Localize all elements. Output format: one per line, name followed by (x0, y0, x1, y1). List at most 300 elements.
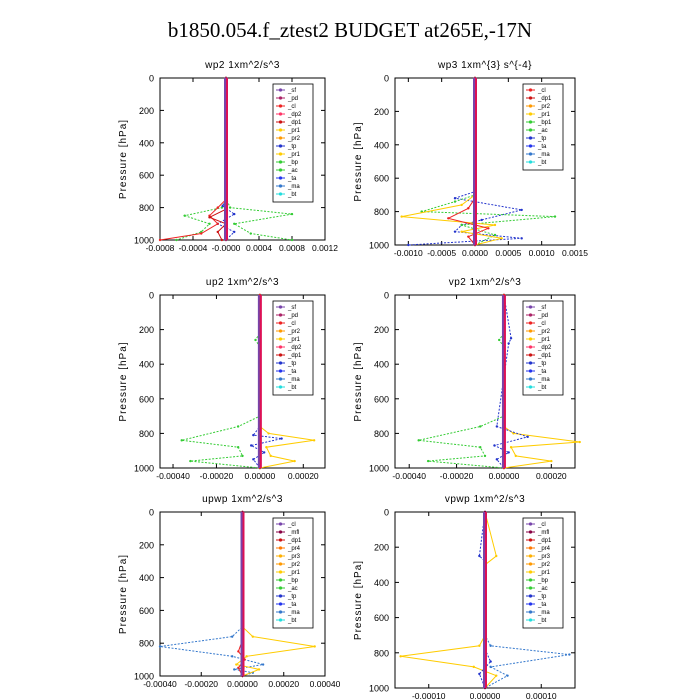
series-point-tp (496, 425, 498, 427)
legend-label: _bt (538, 385, 547, 391)
legend-marker (529, 361, 532, 364)
y-tick-label: 400 (373, 359, 389, 370)
x-tick-label: 0.0000 (462, 248, 488, 258)
x-tick-label: -0.00020 (439, 471, 474, 481)
series-point-pr1 (478, 645, 480, 647)
legend-marker (529, 594, 532, 597)
series-point-bp (427, 460, 429, 462)
series-point-bp (229, 206, 231, 208)
series-point-bp (484, 455, 486, 457)
series-point-pr1 (400, 215, 402, 217)
legend-label: _ma (288, 610, 300, 616)
legend-label: _pd (538, 313, 549, 319)
panel-3 (118, 277, 325, 481)
series-point-cl (487, 227, 489, 229)
legend-label: _ta (538, 602, 547, 608)
legend-label: _bt (288, 618, 297, 624)
y-tick-label: 800 (138, 638, 154, 649)
series-point-ma (233, 668, 235, 670)
x-tick-label: -0.00040 (392, 471, 426, 481)
legend-marker (279, 168, 282, 171)
legend-label: _tp (538, 361, 547, 367)
y-tick-label: 1000 (133, 235, 154, 246)
legend-label: _ma (288, 184, 300, 190)
legend-marker (279, 192, 282, 195)
legend-label: _pr1 (288, 128, 301, 134)
series-point-pr1 (252, 635, 254, 637)
series-point-tp (250, 444, 252, 446)
legend-marker (279, 530, 282, 533)
y-tick-label: 200 (373, 325, 389, 336)
y-axis-label: Pressure [hPa] (353, 341, 364, 422)
series-point-cl (447, 217, 449, 219)
y-tick-label: 800 (138, 428, 154, 439)
legend-label: _ta (538, 144, 547, 150)
series-point-pr1 (235, 663, 237, 665)
legend-label: _ac (538, 586, 548, 592)
legend-marker (279, 313, 282, 316)
x-tick-label: -0.00020 (184, 679, 219, 689)
panel-title: vpwp 1xm^2/s^3 (444, 494, 526, 505)
series-point-tp (496, 458, 498, 460)
series-point-pr1 (399, 655, 401, 657)
legend-marker (529, 353, 532, 356)
series-point-dp1 (221, 239, 223, 241)
legend-label: _sf (288, 88, 297, 94)
series-point-pr1 (494, 224, 496, 226)
series-point-bp (241, 455, 243, 457)
figure-title: b1850.054.f_ztest2 BUDGET at265E,-17N (167, 18, 533, 42)
legend-label: _bt (538, 160, 547, 166)
series-point-bp (498, 339, 500, 341)
legend-marker (529, 377, 532, 380)
series-point-pr1 (515, 455, 517, 457)
series-point-tp (233, 213, 235, 215)
series-point-bp (417, 439, 419, 441)
y-axis-label: Pressure [hPa] (118, 553, 129, 635)
legend-marker (279, 522, 282, 525)
legend-label: _dp1 (538, 96, 552, 102)
x-tick-label: 0.0004 (246, 243, 272, 253)
legend-label: _ma (538, 377, 550, 383)
y-tick-label: 600 (138, 170, 154, 181)
legend-label: _mfl (288, 530, 300, 536)
series-point-tp (520, 209, 522, 211)
legend-marker (529, 329, 532, 332)
legend-label: _ac (538, 128, 548, 134)
legend-marker (529, 345, 532, 348)
legend-label: _tp (288, 594, 297, 600)
legend-label: _ta (288, 602, 297, 608)
legend-marker (279, 610, 282, 613)
series-line-pr1 (401, 512, 497, 688)
panel-5 (118, 494, 341, 689)
series-point-pr1 (460, 230, 462, 232)
series-point-cl (159, 239, 161, 241)
legend-marker (279, 160, 282, 163)
legend-label: _ac (288, 586, 298, 592)
legend-label: _tp (538, 594, 547, 600)
series-point-pr1 (267, 432, 269, 434)
series-point-bp (494, 234, 496, 236)
legend-marker (279, 554, 282, 557)
series-point-bp (291, 239, 293, 241)
panel-2 (353, 60, 588, 258)
legend-marker (279, 385, 282, 388)
series-point-pr1 (579, 441, 581, 443)
legend-marker (529, 112, 532, 115)
x-tick-label: 0.00000 (244, 471, 276, 481)
x-tick-label: 0.00020 (535, 471, 567, 481)
y-tick-label: 800 (373, 207, 389, 218)
series-point-cl (467, 235, 469, 237)
legend-label: _pr1 (538, 112, 551, 118)
legend-marker (529, 104, 532, 107)
legend-marker (529, 128, 532, 131)
panel-title: wp3 1xm^{3} s^{-4} (438, 60, 532, 71)
legend-label: _bp1 (538, 120, 552, 126)
legend-marker (529, 88, 532, 91)
x-tick-label: 0.00000 (469, 691, 501, 700)
series-point-bp (291, 213, 293, 215)
series-point-tp (252, 434, 254, 436)
series-point-bp (454, 200, 456, 202)
y-tick-label: 0 (383, 507, 389, 518)
series-point-pr1 (293, 460, 295, 462)
legend-label: _pr4 (538, 546, 551, 552)
series-point-ma (262, 663, 264, 665)
series-point-tp (520, 237, 522, 239)
x-tick-label: 0.0012 (312, 243, 338, 253)
y-axis-label: Pressure [hPa] (353, 121, 364, 202)
legend-label: _pr2 (288, 136, 301, 142)
legend-label: _dp2 (538, 345, 552, 351)
series-point-tp (407, 244, 409, 246)
x-tick-label: 0.0010 (528, 248, 555, 258)
legend-marker (529, 562, 532, 565)
legend-marker (529, 618, 532, 621)
series-point-bp (479, 446, 481, 448)
series-point-ma (489, 645, 491, 647)
series-point-tp (263, 451, 265, 453)
legend-marker (279, 337, 282, 340)
y-tick-label: 200 (373, 542, 389, 553)
y-tick-label: 400 (138, 138, 154, 149)
legend-label: _cl (288, 321, 296, 327)
x-tick-label: -0.00040 (143, 679, 177, 689)
legend-marker (529, 120, 532, 123)
y-tick-label: 600 (373, 394, 389, 405)
y-tick-label: 600 (138, 394, 154, 405)
y-tick-label: 400 (138, 573, 154, 584)
legend-marker (279, 321, 282, 324)
series-point-bp (181, 439, 183, 441)
series-point-bp (554, 215, 556, 217)
legend-label: _tp (288, 144, 297, 150)
legend-marker (279, 618, 282, 621)
series-point-tp (454, 197, 456, 199)
series-line-tp (408, 78, 521, 245)
panel-title: wp2 1xm^2/s^3 (205, 60, 280, 71)
legend-marker (279, 96, 282, 99)
legend-label: _bp (288, 578, 299, 584)
legend-marker (529, 610, 532, 613)
y-tick-label: 0 (148, 507, 154, 518)
legend-marker (529, 96, 532, 99)
series-point-ma (506, 674, 508, 676)
legend-marker (529, 313, 532, 316)
series-point-ac (175, 239, 177, 241)
legend-marker (279, 128, 282, 131)
y-tick-label: 200 (373, 106, 389, 117)
y-tick-label: 0 (148, 290, 154, 301)
legend-marker (279, 562, 282, 565)
panel-title: up2 1xm^2/s^3 (205, 277, 280, 288)
series-line-bp (419, 295, 504, 468)
legend-label: _ac (288, 168, 298, 174)
series-point-ma (568, 653, 570, 655)
legend-marker (529, 337, 532, 340)
series-point-tp (507, 451, 509, 453)
legend-marker (529, 321, 532, 324)
legend-label: _cl (538, 321, 546, 327)
legend-label: _dp2 (288, 345, 302, 351)
legend-marker (279, 329, 282, 332)
x-tick-label: -0.0008 (145, 243, 175, 253)
legend-marker (279, 546, 282, 549)
y-tick-label: 0 (148, 73, 154, 84)
series-point-pr1 (245, 655, 247, 657)
legend-label: _pr4 (288, 546, 301, 552)
y-axis-label: Pressure [hPa] (353, 559, 364, 641)
legend-label: _bp (538, 578, 549, 584)
panel-1 (118, 60, 338, 253)
legend-label: _dp1 (538, 353, 552, 359)
x-tick-label: 0.00020 (287, 471, 319, 481)
series-point-tp (233, 231, 235, 233)
legend-label: _cl (538, 88, 546, 94)
legend-marker (529, 369, 532, 372)
legend-label: _dp1 (538, 538, 552, 544)
legend-marker (529, 385, 532, 388)
x-tick-label: -0.00040 (156, 471, 190, 481)
legend-marker (279, 144, 282, 147)
series-point-bp (254, 339, 256, 341)
y-tick-label: 600 (138, 605, 154, 616)
series-point-tp (454, 230, 456, 232)
legend-label: _pr2 (538, 562, 551, 568)
legend-label: _dp1 (288, 538, 302, 544)
legend-marker (279, 361, 282, 364)
legend-label: _mfl (538, 530, 550, 536)
y-axis-label: Pressure [hPa] (118, 118, 129, 200)
series-point-bp (460, 224, 462, 226)
y-tick-label: 200 (138, 105, 154, 116)
series-point-dp1 (217, 231, 219, 233)
legend-marker (279, 570, 282, 573)
x-tick-label: 0.0005 (495, 248, 522, 258)
legend-label: _bt (288, 192, 297, 198)
legend-marker (529, 570, 532, 573)
legend-marker (279, 538, 282, 541)
legend-label: _bt (288, 385, 297, 391)
series-point-cl (200, 232, 202, 234)
legend-marker (279, 305, 282, 308)
y-tick-label: 1000 (133, 463, 154, 474)
legend-marker (279, 602, 282, 605)
series-point-dp1 (208, 216, 210, 218)
y-tick-label: 800 (138, 203, 154, 214)
x-tick-label: 0.00010 (525, 691, 557, 700)
series-point-bp (250, 232, 252, 234)
series-point-cl (217, 206, 219, 208)
series-point-bp (237, 446, 239, 448)
series-point-cl (237, 650, 239, 652)
legend-marker (279, 176, 282, 179)
x-tick-label: -0.00020 (199, 471, 234, 481)
series-point-pr1 (270, 455, 272, 457)
series-point-tp (478, 555, 480, 557)
y-tick-label: 400 (373, 577, 389, 588)
series-point-pr1 (258, 668, 260, 670)
legend-label: _ma (288, 377, 300, 383)
legend-marker (279, 377, 282, 380)
legend-marker (529, 538, 532, 541)
legend-label: _pr1 (538, 570, 551, 576)
legend-label: _dp2 (288, 112, 302, 118)
legend-label: _pr1 (288, 337, 301, 343)
legend-label: _bt (538, 618, 547, 624)
y-tick-label: 400 (138, 359, 154, 370)
legend-label: _pr3 (288, 554, 301, 560)
panel-title: vp2 1xm^2/s^3 (448, 277, 522, 288)
y-tick-label: 600 (373, 613, 389, 624)
legend-marker (529, 160, 532, 163)
legend-marker (529, 136, 532, 139)
legend-label: _pr2 (288, 562, 301, 568)
legend-label: _pr1 (288, 570, 301, 576)
y-tick-label: 200 (138, 540, 154, 551)
x-tick-label: -0.0000 (211, 243, 241, 253)
series-point-tp (252, 458, 254, 460)
legend-marker (529, 522, 532, 525)
panel-6 (353, 494, 575, 700)
legend-marker (279, 369, 282, 372)
y-tick-label: 1000 (368, 683, 389, 694)
series-point-bp (237, 425, 239, 427)
series-point-ac (184, 215, 186, 217)
y-tick-label: 400 (373, 140, 389, 151)
legend-label: _pr2 (288, 329, 301, 335)
series-point-tp (489, 660, 491, 662)
series-point-cl (217, 223, 219, 225)
series-point-tp (493, 444, 495, 446)
y-tick-label: 600 (373, 173, 389, 184)
legend-label: _tp (288, 361, 297, 367)
legend-label: _cl (538, 522, 546, 528)
x-tick-label: -0.0010 (393, 248, 423, 258)
legend-marker (529, 530, 532, 533)
legend-label: _pr2 (538, 104, 551, 110)
y-tick-label: 1000 (368, 240, 389, 251)
legend-marker (279, 104, 282, 107)
legend-label: _pr2 (538, 329, 551, 335)
legend-label: _ta (538, 369, 547, 375)
legend-label: _pd (288, 313, 299, 319)
y-tick-label: 800 (373, 648, 389, 659)
series-point-cl (237, 667, 239, 669)
panel-title: upwp 1xm^2/s^3 (202, 494, 283, 505)
y-tick-label: 200 (138, 325, 154, 336)
legend-label: _pr3 (538, 554, 551, 560)
series-point-tp (526, 436, 528, 438)
x-tick-label: 0.00000 (488, 471, 520, 481)
x-tick-label: 0.0008 (279, 243, 305, 253)
x-tick-label: -0.00010 (411, 691, 446, 700)
series-point-tp (280, 437, 282, 439)
legend-label: _dp1 (288, 120, 302, 126)
legend-marker (279, 152, 282, 155)
series-point-tp (478, 673, 480, 675)
series-point-ac (208, 223, 210, 225)
series-point-ma (489, 666, 491, 668)
legend-marker (529, 546, 532, 549)
series-point-pr1 (500, 237, 502, 239)
panel-4 (353, 277, 581, 481)
series-line-cl (160, 78, 226, 240)
series-line-ma (160, 512, 263, 676)
legend-marker (279, 353, 282, 356)
series-point-pr1 (510, 446, 512, 448)
y-tick-label: 0 (383, 73, 389, 84)
legend-marker (529, 152, 532, 155)
legend-label: _pr1 (288, 152, 301, 158)
series-point-tp (507, 342, 509, 344)
legend-label: _pd (288, 96, 299, 102)
series-line-bp (182, 295, 260, 468)
legend-label: _ma (538, 152, 550, 158)
series-point-bp (479, 425, 481, 427)
legend-marker (279, 586, 282, 589)
series-point-cl (467, 207, 469, 209)
series-point-tp (222, 205, 224, 207)
legend-marker (529, 578, 532, 581)
series-point-bp (233, 223, 235, 225)
legend-marker (279, 578, 282, 581)
series-line-pr1 (402, 78, 502, 245)
legend-marker (529, 144, 532, 147)
y-tick-label: 1000 (368, 463, 389, 474)
legend-label: _sf (288, 305, 297, 311)
series-line-dp1 (210, 78, 227, 240)
legend-marker (529, 602, 532, 605)
series-point-pr1 (495, 674, 497, 676)
legend-marker (279, 112, 282, 115)
legend-marker (279, 345, 282, 348)
series-point-pr1 (473, 666, 475, 668)
y-axis-label: Pressure [hPa] (118, 341, 129, 422)
legend-marker (529, 586, 532, 589)
x-tick-label: -0.0005 (427, 248, 457, 258)
series-point-tp (480, 219, 482, 221)
y-tick-label: 800 (373, 428, 389, 439)
legend-marker (279, 594, 282, 597)
legend-marker (529, 305, 532, 308)
series-point-pr1 (495, 555, 497, 557)
series-point-tp (510, 337, 512, 339)
series-point-pr1 (550, 460, 552, 462)
x-tick-label: -0.0004 (178, 243, 208, 253)
